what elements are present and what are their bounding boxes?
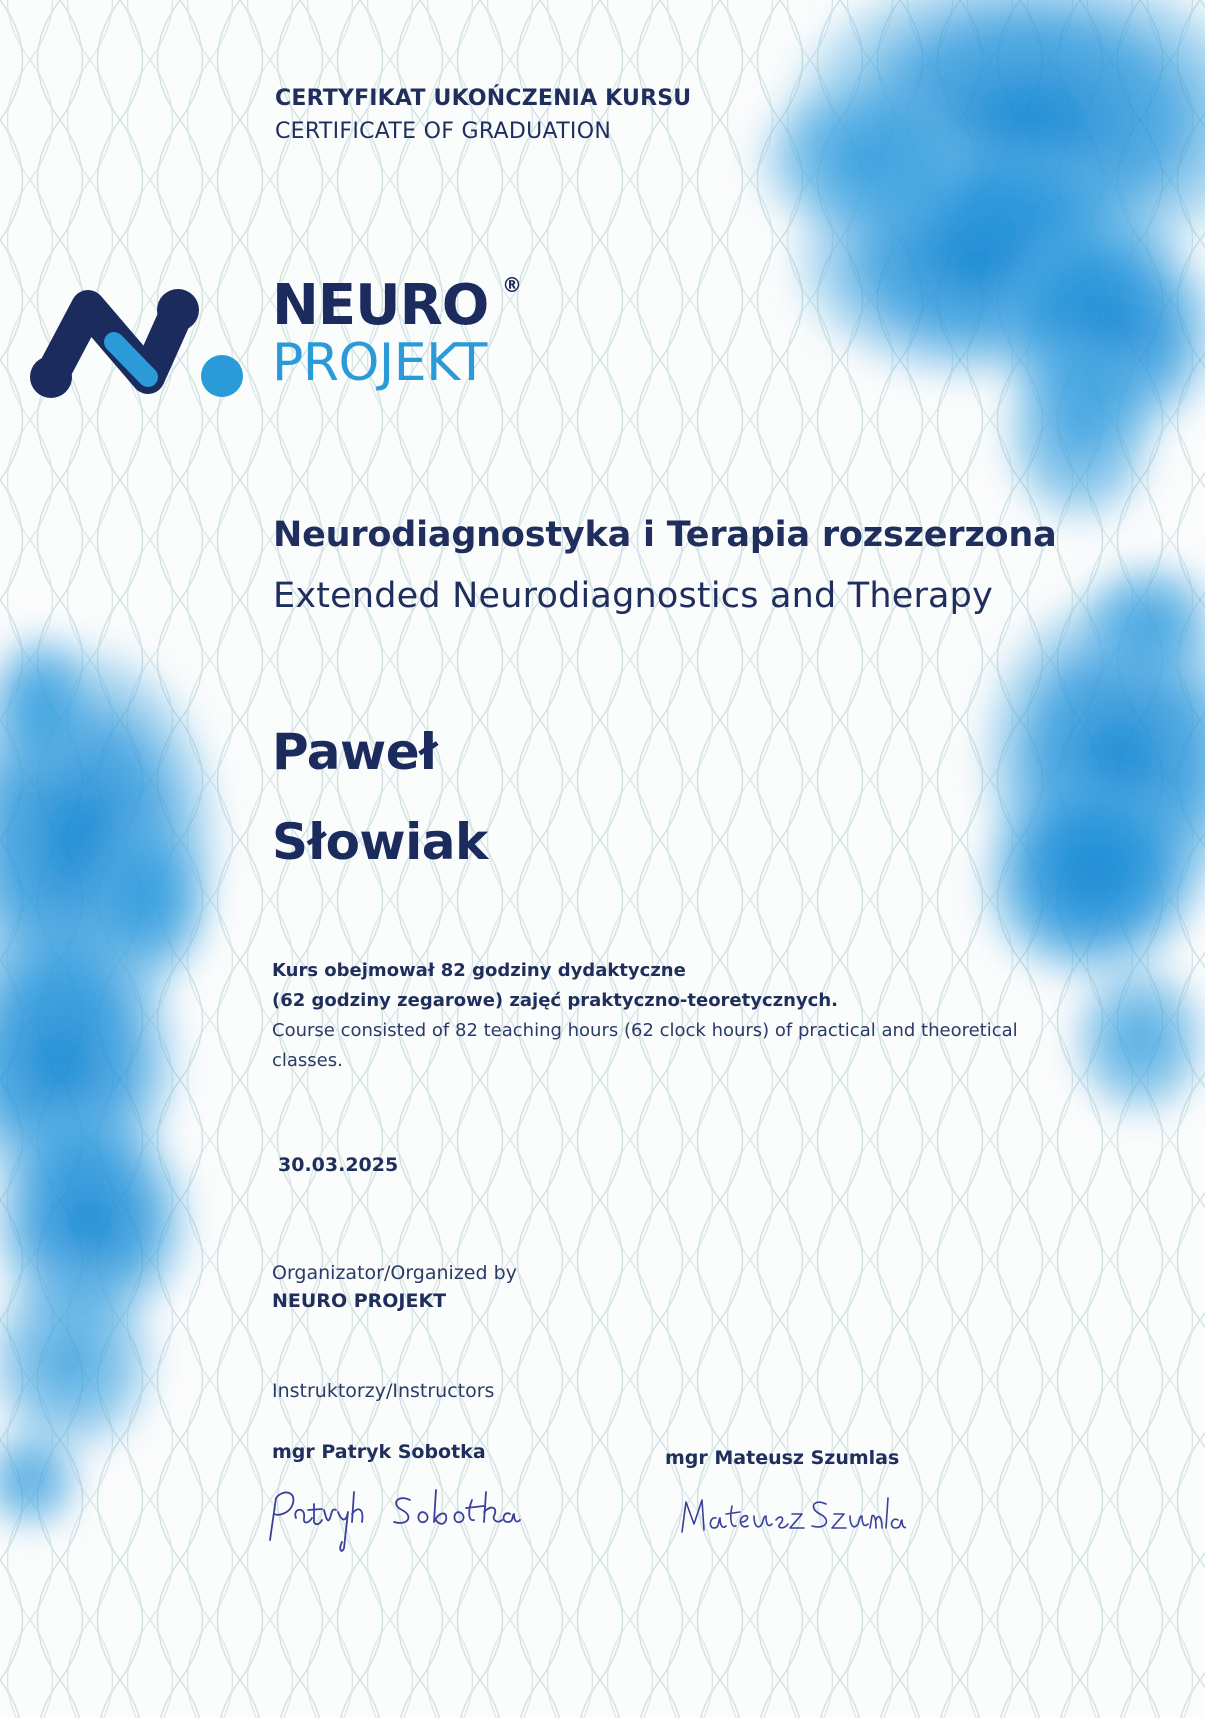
signature-patryk-sobotka	[262, 1478, 532, 1558]
participant-last-name: Słowiak	[272, 813, 488, 871]
instructor-name-2: mgr Mateusz Szumlas	[665, 1447, 900, 1469]
registered-mark: ®	[502, 273, 522, 297]
course-name-pl: Neurodiagnostyka i Terapia rozszerzona	[273, 515, 1057, 555]
instructor-name-1: mgr Patryk Sobotka	[272, 1441, 486, 1463]
participant-first-name: Paweł	[272, 723, 438, 781]
course-name-en: Extended Neurodiagnostics and Therapy	[273, 576, 994, 616]
certificate-title-en: CERTIFICATE OF GRADUATION	[275, 119, 612, 144]
organizer-name: NEURO PROJEKT	[272, 1290, 447, 1312]
completion-date: 30.03.2025	[278, 1154, 399, 1176]
instructors-label: Instruktorzy/Instructors	[272, 1380, 495, 1402]
course-description-pl-line-1: Kurs obejmował 82 godziny dydaktyczne	[272, 960, 686, 981]
logo-word-projekt: PROJEKT	[272, 333, 487, 393]
course-description-en-line-2: classes.	[272, 1050, 343, 1071]
course-description-en-line-1: Course consisted of 82 teaching hours (62 clock hours) of practical and theoretical	[272, 1020, 1018, 1041]
logo-word-neuro: NEURO	[272, 273, 489, 338]
certificate-title-pl: CERTYFIKAT UKOŃCZENIA KURSU	[275, 86, 692, 111]
organizer-label: Organizator/Organized by	[272, 1262, 517, 1284]
neuro-projekt-logo-icon	[26, 272, 246, 402]
course-description-pl-line-2: (62 godziny zegarowe) zajęć praktyczno-teoretycznych.	[272, 990, 838, 1011]
signature-mateusz-szumlas	[676, 1484, 906, 1554]
